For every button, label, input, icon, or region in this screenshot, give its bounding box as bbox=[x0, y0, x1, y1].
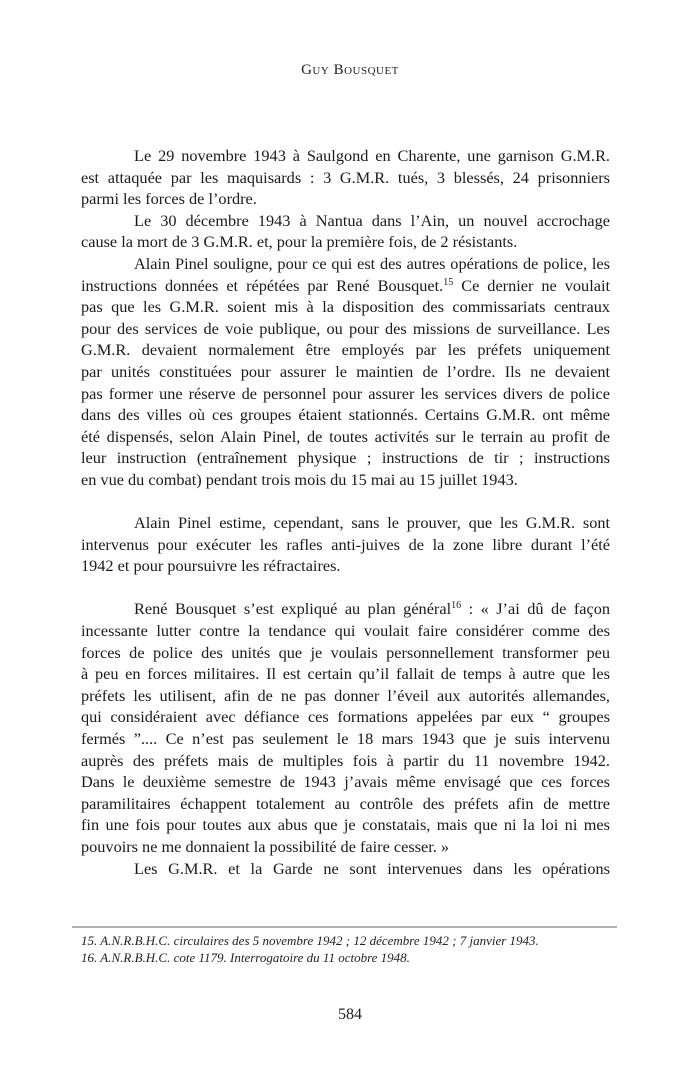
footnotes bbox=[81, 932, 610, 966]
text-line: en vue du combat) pendant trois mois du 15 mai au 15 juillet 1943. bbox=[81, 469, 518, 489]
text-line: pas que les G.M.R. soient mis à la disposition des commissariats centraux bbox=[81, 297, 610, 317]
text-segment: : « J’ai dû de façon bbox=[461, 599, 610, 619]
text-line: fin une fois pour toutes aux abus que je constatais, mais que ni la loi ni mes bbox=[81, 815, 610, 835]
body-text bbox=[81, 145, 610, 879]
text-line: pouvoirs ne me donnaient la possibilité de faire cesser. » bbox=[81, 837, 450, 856]
text-line: Le 30 décembre 1943 à Nantua dans l’Ain, un nouvel accrochage bbox=[134, 210, 610, 230]
footnote-16 bbox=[81, 949, 610, 966]
footnote-divider bbox=[72, 926, 617, 928]
text-line: intervenus pour exécuter les rafles anti-juives de la zone libre durant l’été bbox=[81, 534, 610, 554]
paragraph-gap bbox=[81, 577, 610, 599]
text-line: forces de police des unités que je voulais personnellement transformer peu bbox=[81, 642, 610, 662]
text-segment: instructions données et répétées par René Bousquet. bbox=[81, 275, 444, 295]
text-line: incessante lutter contre la tendance qui voulait faire considérer comme des bbox=[81, 621, 610, 641]
text-line: dans des villes où ces groupes étaient stationnés. Certains G.M.R. ont même bbox=[81, 405, 610, 425]
page-number: 584 bbox=[338, 1006, 362, 1023]
text-line bbox=[81, 275, 610, 297]
text-line: par unités constituées pour assurer le maintien de l’ordre. Ils ne devaient bbox=[81, 361, 610, 381]
footnote-15 bbox=[81, 932, 610, 949]
paragraph bbox=[81, 145, 610, 210]
text-line: pas former une réserve de personnel pour assurer les services divers de police bbox=[81, 383, 610, 403]
text-line: Alain Pinel souligne, pour ce qui est des autres opérations de police, les bbox=[134, 253, 610, 273]
paragraph bbox=[81, 598, 610, 857]
text-line: qui considéraient avec défiance ces formations appelées par eux “ groupes bbox=[81, 707, 610, 727]
text-line: 1942 et pour poursuivre les réfractaires. bbox=[81, 556, 341, 576]
paragraph-gap bbox=[81, 491, 610, 513]
text-line: leur instruction (entraînement physique ; instructions de tir ; instructions bbox=[81, 448, 610, 468]
footnote-text: A.N.R.B.H.C. circulaires des 5 novembre 1942 ; 12 décembre 1942 ; 7 janvier 1943. bbox=[100, 933, 539, 948]
text-line: G.M.R. devaient normalement être employés par les préfets uniquement bbox=[81, 340, 610, 360]
footnote-number: 16. bbox=[81, 950, 98, 965]
text-line: est attaquée par les maquisards : 3 G.M.R. tués, 3 blessés, 24 prisonniers bbox=[81, 167, 610, 187]
paragraph bbox=[81, 858, 610, 880]
text-line: été dispensés, selon Alain Pinel, de toutes activités sur le terrain au profit de bbox=[81, 426, 610, 446]
footnote-ref-15[interactable]: 15 bbox=[443, 276, 454, 288]
text-line: Le 29 novembre 1943 à Saulgond en Charente, une garnison G.M.R. bbox=[134, 146, 610, 165]
paragraph bbox=[81, 253, 610, 491]
text-line: parmi les forces de l’ordre. bbox=[81, 189, 257, 209]
text-line: paramilitaires échappent totalement au contrôle des préfets afin de mettre bbox=[81, 793, 610, 813]
text-line: préfets les utilisent, afin de ne pas donner l’éveil aux autorités allemandes, bbox=[81, 685, 610, 705]
text-line: auprès des préfets mais de multiples fois à partir du 11 novembre 1942. bbox=[81, 750, 610, 770]
text-line: Alain Pinel estime, cependant, sans le prouver, que les G.M.R. sont bbox=[134, 513, 610, 533]
text-line: à peu en forces militaires. Il est certain qu’il fallait de temps à autre que les bbox=[81, 664, 610, 684]
footnote-ref-16[interactable]: 16 bbox=[451, 600, 462, 612]
text-line bbox=[81, 598, 610, 620]
text-line: Les G.M.R. et la Garde ne sont intervenues dans les opérations bbox=[134, 858, 610, 878]
paragraph bbox=[81, 512, 610, 577]
text-line: Dans le deuxième semestre de 1943 j’avais même envisagé que ces forces bbox=[81, 772, 610, 792]
footnote-number: 15. bbox=[81, 933, 98, 948]
running-head: Guy Bousquet bbox=[301, 62, 399, 78]
text-line: pour des services de voie publique, ou pour des missions de surveillance. Les bbox=[81, 318, 610, 338]
text-line: fermés ”.... Ce n’est pas seulement le 18 mars 1943 que je suis intervenu bbox=[81, 729, 610, 749]
text-segment: René Bousquet s’est expliqué au plan général bbox=[134, 599, 452, 619]
paragraph bbox=[81, 210, 610, 253]
text-line: cause la mort de 3 G.M.R. et, pour la première fois, de 2 résistants. bbox=[81, 232, 518, 252]
text-segment: Ce dernier ne voulait bbox=[453, 275, 610, 295]
footnote-text: A.N.R.B.H.C. cote 1179. Interrogatoire du 11 octobre 1948. bbox=[100, 950, 410, 965]
